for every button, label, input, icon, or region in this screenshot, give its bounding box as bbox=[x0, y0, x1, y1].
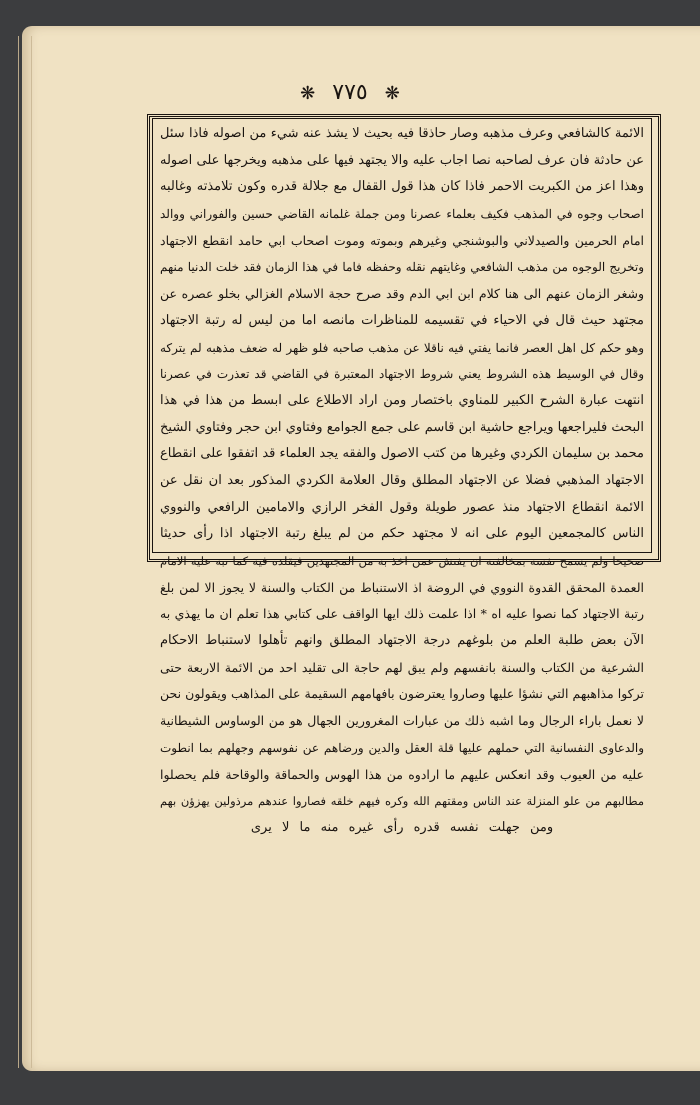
text-line: وتخريج الوجوه من مذهب الشافعي وغايتهم نقله وحفظه فاما في هذا الزمان فقد خلت الدنيا منهم bbox=[160, 260, 644, 275]
text-line: عن حادثة فان عرف لصاحبه نصا اجاب عليه والا يجتهد فيها على مذهبه ويخرجها على اصوله bbox=[160, 152, 644, 168]
text-line: البحث فليراجعها ويراجع حاشية ابن قاسم على جمع الجوامع وفتاوي ابن حجر وفتاوي الشيخ bbox=[160, 419, 644, 435]
text-line: لا نعمل باراء الرجال وما اشبه ذلك من عبارات المغرورين الجهال هو من الوساوس الشيطانية bbox=[160, 713, 644, 729]
text-line: وهو حكم كل اهل العصر فانما يفتي فيه ناقلا عن مذهب صاحبه فلو ظهر له ضعف مذهبه لم يتركه bbox=[160, 340, 644, 355]
verse-line: ومن جهلت نفسه قدره رأى غيره منه ما لا يرى bbox=[250, 819, 554, 835]
text-line: تركوا مذاهبهم التي نشؤا عليها وصاروا يعترضون بافهامهم السقيمة على المذاهب ويقولون نحن bbox=[160, 686, 644, 702]
text-line: مطالبهم من علو المنزلة عند الناس ومقتهم الله وكره فيهم خلقه فصاروا عندهم مرذولين يهزؤن بهم bbox=[160, 794, 644, 809]
text-line: وقال في الوسيط هذه الشروط يعني شروط الاجتهاد المعتبرة في القاضي قد تعذرت في عصرنا bbox=[160, 367, 644, 382]
text-line: وشغر الزمان عنهم الى هنا كلام ابن ابي الدم وقد صرح حجة الاسلام الغزالي بخلو عصره عن bbox=[160, 286, 644, 302]
text-line: محمد بن سليمان الكردي وغيرها من كتب الاصول والفقه يجد العلماء قد اتفقوا على انقطاع bbox=[160, 446, 644, 462]
text-line: صحيحا ولم يسمح نفسه بمخالفته ان يفتش عمن اخذ به من المجتهدين فيقلده فيه كما نبه عليه الامام bbox=[160, 554, 644, 568]
text-line: الناس كالمجمعين اليوم على انه لا مجتهد حكم من لم يبلغ رتبة الاجتهاد اذا رأى حديثا bbox=[160, 526, 644, 542]
page-edges bbox=[18, 36, 32, 1068]
text-line: العمدة المحقق القدوة النووي في الروضة اذ الاستنباط من الكتاب والسنة لا يجوز الا لمن بلغ bbox=[160, 579, 644, 595]
text-line: انتهت عبارة الشرح الكبير للمناوي باختصار ومن اراد الاطلاع على ابسط من هذا في هذا bbox=[160, 392, 644, 408]
text-line: والدعاوى النفسانية التي حملهم عليها قلة العقل والدين ورضاهم عن نفوسهم وجهلهم بما انطوت bbox=[160, 740, 644, 755]
page-text bbox=[160, 121, 644, 835]
text-line: الشرعية من الكتاب والسنة بانفسهم ولم يبق لهم حاجة الى تقليد احد من الائمة الاربعة حتى bbox=[160, 659, 644, 675]
text-line: مجتهد حيث قال في الاحياء في تقسيمه للمناظرات مانصه اما من ليس له رتبة الاجتهاد bbox=[160, 312, 644, 328]
text-line: الائمة انقطاع الاجتهاد منذ عصور طويلة وقول الفخر الرازي والامامين الرافعي والنووي bbox=[160, 499, 644, 515]
text-line: الائمة كالشافعي وعرف مذهبه وصار حاذقا فيه بحيث لا يشذ عنه شيء من اصوله فاذا سئل bbox=[160, 126, 644, 141]
text-line: رتبة الاجتهاد كما نصوا عليه اه * اذا علمت ذلك ايها الواقف على كتابي هذا تعلم ان ما يهذي به bbox=[160, 606, 644, 622]
page-header bbox=[0, 80, 700, 110]
ornament-left-icon: ❋ bbox=[300, 83, 316, 104]
page-number: ٧٧٥ bbox=[332, 80, 368, 105]
ornament-right-icon: ❋ bbox=[384, 83, 400, 104]
text-line: الاجتهاد المذهبي فضلا عن الاجتهاد المطلق وقال العلامة الكردي المذكور بعد ان نقل عن bbox=[160, 472, 644, 488]
text-line: عليه من العيوب وقد انعكس عليهم ما ارادوه من هذا الهوس والحماقة والوقاحة فلم يحصلوا bbox=[160, 766, 644, 782]
text-line: الآن بعض طلبة العلم من بلوغهم درجة الاجتهاد المطلق وانهم تأهلوا لاستنباط الاحكام bbox=[160, 633, 644, 649]
text-line: امام الحرمين والصيدلاني والبوشنجي وغيرهم وبموته وموت اصحاب ابي حامد انقطع الاجتهاد bbox=[160, 232, 644, 248]
text-line: وهذا اعز من الكبريت الاحمر فاذا كان هذا قول القفال مع جلالة قدره وكون تلامذته وغالبه bbox=[160, 179, 644, 195]
text-line: اصحاب وجوه في المذهب فكيف بعلماء عصرنا ومن جملة غلمانه القاضي حسين والفوراني ووالد bbox=[160, 207, 644, 222]
